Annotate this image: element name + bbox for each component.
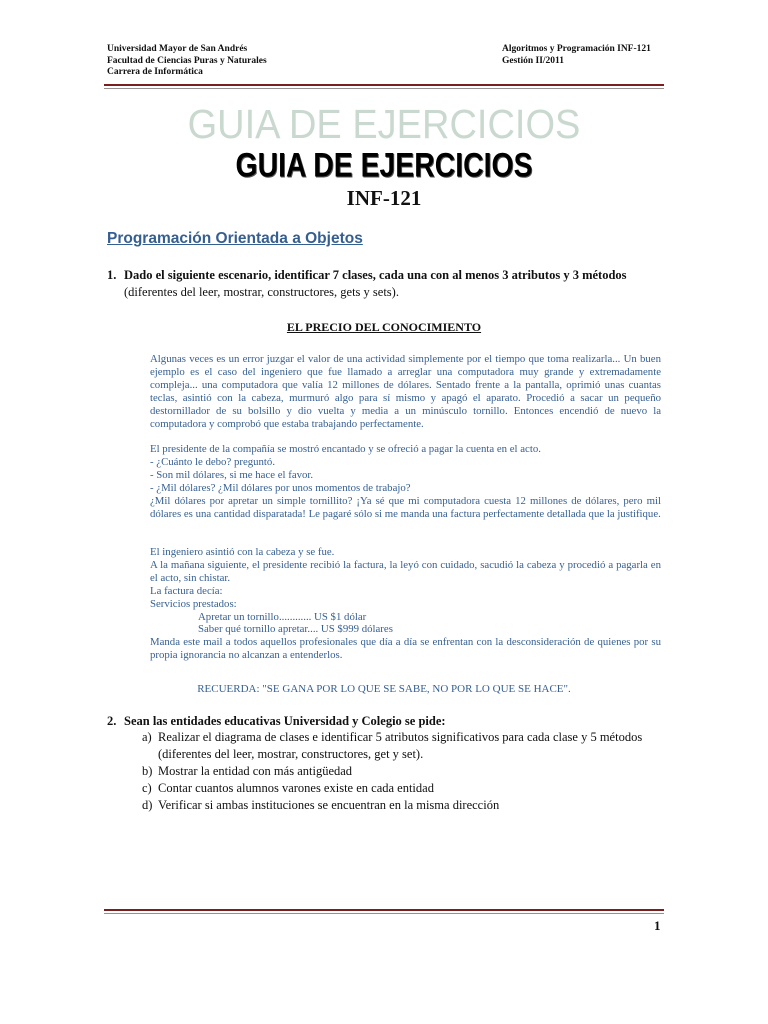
story-paragraph-1 [150, 353, 661, 430]
exercise-1 [107, 267, 663, 301]
exercise-1-number: 1. [107, 268, 117, 282]
item-label: d) [142, 798, 153, 812]
header-institution [107, 44, 267, 79]
story-line: - Son mil dólares, si me hace el favor. [150, 468, 314, 481]
exercise-2-statement: Sean las entidades educativas Universidad y Colegio se pide: [124, 714, 446, 728]
header-term: Gestión II/2011 [502, 55, 565, 66]
header-rule-thin [104, 88, 664, 89]
story-line: El ingeniero asintió con la cabeza y se fue. [150, 546, 335, 558]
header-faculty: Facultad de Ciencias Puras y Naturales [107, 55, 267, 66]
story-text: ¿Mil dólares por apretar un simple tornillito? ¡Ya sé que mi computadora cuesta 12 millones de dólares, pero mil dólares es una cantidad disparatada! Le pagaré sólo si me manda una factura perfectamente detallada que la justifique. [150, 494, 661, 520]
header-university: Universidad Mayor de San Andrés [107, 44, 248, 54]
invoice-line: Apretar un tornillo............ US $1 dólar [198, 610, 367, 623]
header-career: Carrera de Informática [107, 67, 203, 77]
header-course [502, 44, 651, 67]
page-number: 1 [654, 918, 661, 933]
exercise-2-items [142, 729, 664, 814]
story-text: Manda este mail a todos aquellos profesionales que día a día se enfrentan con la desconsideración de quienes por su propia ignorancia no alcanzan a entenderlos. [150, 636, 661, 662]
item-label: c) [142, 781, 152, 795]
story-text: A la mañana siguiente, el presidente recibió la factura, la leyó con cuidado, sacudió la cabeza y procedió a pagarla en el acto, sin chistar. [150, 558, 661, 584]
story-line: Servicios prestados: [150, 597, 237, 610]
exercise-2 [107, 713, 663, 730]
exercise-1-statement: Dado el siguiente escenario, identificar 7 clases, cada una con al menos 3 atributos y 3 métodos [124, 268, 627, 282]
story-text: Algunas veces es un error juzgar el valor de una actividad simplemente por el tiempo que toma realizarla... Un buen ejemplo es el caso del ingeniero que fue llamado a arreglar una computadora muy grande y extremadamente compleja... una computadora que valía 12 millones de dólares. Sentado frente a la pantalla, oprimió unas cuantas teclas, asintió con la cabeza, murmuró algo para sí mismo y apagó el aparato. Procedió a sacar un pequeño destornillador de su bolsillo y dio vuelta y media a un minúsculo tornillo. Entonces encendió de nuevo la computadora y comprobó que estaba trabajando perfectamente. [150, 353, 661, 430]
item-text: Realizar el diagrama de clases e identificar 5 atributos significativos para cada clase y 5 métodos (diferentes del leer, mostrar, constructores, get y set). [158, 730, 643, 761]
story-paragraph-2 [150, 443, 661, 520]
exercise-1-note: (diferentes del leer, mostrar, constructores, gets y sets). [124, 285, 399, 299]
list-item [142, 763, 664, 780]
header-rule [104, 84, 664, 86]
story-line: - ¿Mil dólares? ¿Mil dólares por unos momentos de trabajo? [150, 481, 411, 494]
story-paragraph-3 [150, 546, 661, 662]
footer-rule-thin [104, 913, 664, 914]
item-text: Verificar si ambas instituciones se encuentran en la misma dirección [158, 798, 500, 812]
invoice-line: Saber qué tornillo apretar.... US $999 dólares [198, 623, 393, 636]
list-item [142, 780, 664, 797]
list-item [142, 797, 664, 814]
story-moral: RECUERDA: "SE GANA POR LO QUE SE SABE, NO POR LO QUE SE HACE". [197, 683, 571, 695]
exercise-1-text [124, 267, 663, 301]
item-label: b) [142, 764, 153, 778]
story-title: EL PRECIO DEL CONOCIMIENTO [286, 320, 482, 334]
story-line: - ¿Cuánto le debo? preguntó. [150, 455, 276, 468]
story-line: El presidente de la compañía se mostró encantado y se ofreció a pagar la cuenta en el acto. [150, 443, 541, 455]
list-item [142, 729, 664, 763]
item-text: Mostrar la entidad con más antigüedad [158, 764, 353, 778]
header-course-name: Algoritmos y Programación INF-121 [502, 44, 651, 54]
title-wordart: GUIA DE EJERCICIOS [187, 102, 581, 148]
item-label: a) [142, 730, 152, 744]
story-line: La factura decía: [150, 584, 223, 597]
section-title: Programación Orientada a Objetos [107, 230, 363, 247]
item-text: Contar cuantos alumnos varones existe en cada entidad [158, 781, 434, 795]
page-subtitle: INF-121 [346, 186, 422, 210]
footer-rule [104, 909, 664, 911]
page-title: GUIA DE EJERCICIOS [235, 145, 533, 184]
exercise-2-number: 2. [107, 714, 117, 728]
